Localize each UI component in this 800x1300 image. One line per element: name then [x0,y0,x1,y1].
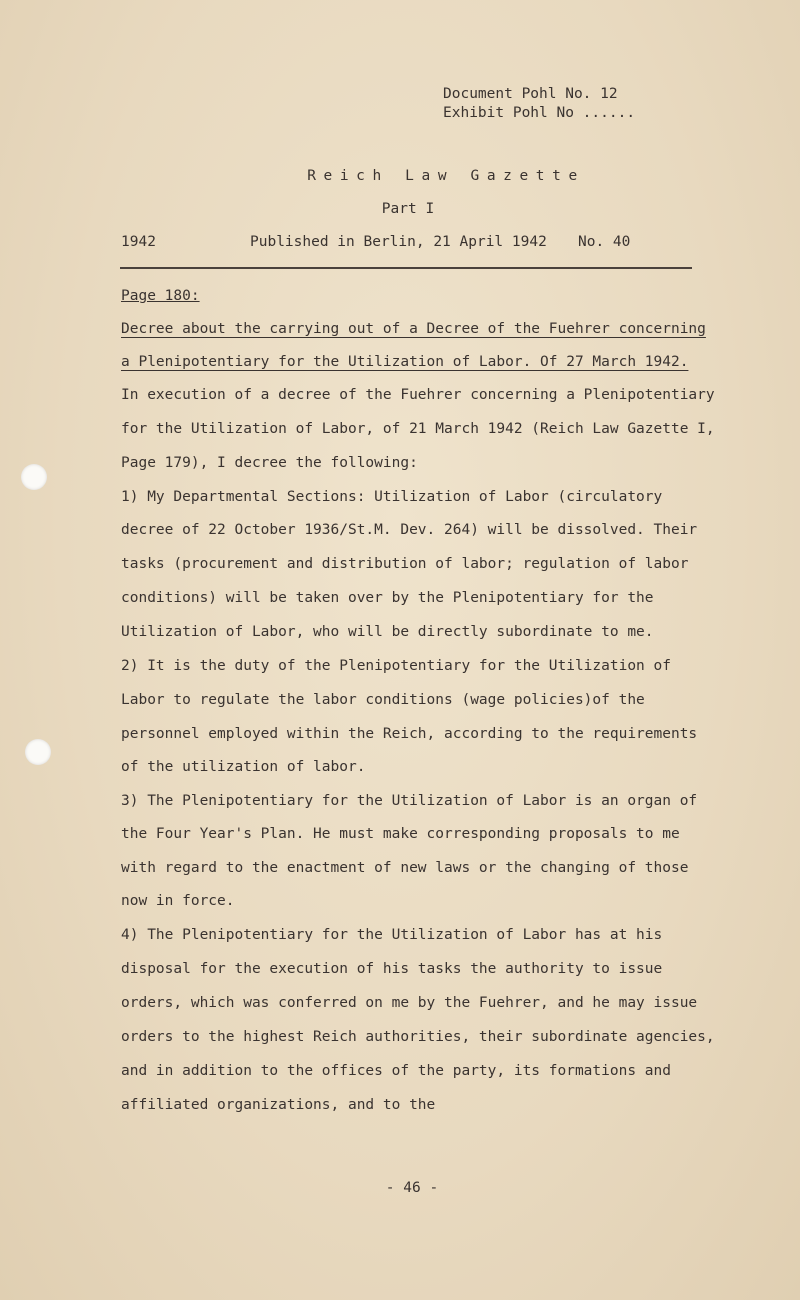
punch-hole-bottom [25,739,51,765]
header-divider [120,267,692,269]
body-line: and in addition to the offices of the party, its formations and [121,1063,671,1079]
body-line: personnel employed within the Reich, according to the requirements [121,726,698,742]
body-line: disposal for the execution of his tasks the authority to issue [121,961,663,977]
body-line: with regard to the enactment of new laws or the changing of those [121,860,689,876]
punch-hole-top [21,464,47,490]
body-line: 2) It is the duty of the Plenipotentiary for the Utilization of [121,658,671,674]
gazette-title: Reich Law Gazette [307,168,585,184]
gazette-part: Part I [381,201,435,217]
document-number: Document Pohl No. 12 [443,86,618,102]
exhibit-number: Exhibit Pohl No ...... [443,105,636,121]
page-reference: Page 180: [121,288,200,304]
body-line: 4) The Plenipotentiary for the Utilization of Labor has at his [121,927,663,943]
document-identifier [443,85,635,123]
publication-info: Published in Berlin, 21 April 1942 [250,234,547,250]
gazette-number: No. 40 [578,234,631,250]
body-line: orders to the highest Reich authorities, their subordinate agencies, [121,1029,715,1045]
body-line: affiliated organizations, and to the [121,1097,436,1113]
decree-title-line-2: a Plenipotentiary for the Utilization of Labor. Of 27 March 1942. [121,354,689,370]
body-line: Page 179), I decree the following: [121,455,418,471]
gazette-year: 1942 [121,234,156,250]
body-line: Utilization of Labor, who will be directly subordinate to me. [121,624,654,640]
body-line: decree of 22 October 1936/St.M. Dev. 264) will be dissolved. Their [121,522,698,538]
body-line: 1) My Departmental Sections: Utilization of Labor (circulatory [121,489,663,505]
body-line: the Four Year's Plan. He must make corresponding proposals to me [121,826,680,842]
decree-title-line-1: Decree about the carrying out of a Decree of the Fuehrer concerning [121,321,706,337]
body-line: now in force. [121,893,235,909]
body-line: for the Utilization of Labor, of 21 March 1942 (Reich Law Gazette I, [121,421,715,437]
body-line: In execution of a decree of the Fuehrer concerning a Plenipotentiary [121,387,715,403]
body-line: conditions) will be taken over by the Plenipotentiary for the [121,590,654,606]
page-number: - 46 - [385,1180,439,1196]
body-line: Labor to regulate the labor conditions (wage policies)of the [121,692,645,708]
body-line: 3) The Plenipotentiary for the Utilization of Labor is an organ of [121,793,698,809]
body-line: orders, which was conferred on me by the Fuehrer, and he may issue [121,995,698,1011]
body-line: of the utilization of labor. [121,759,366,775]
body-line: tasks (procurement and distribution of labor; regulation of labor [121,556,689,572]
